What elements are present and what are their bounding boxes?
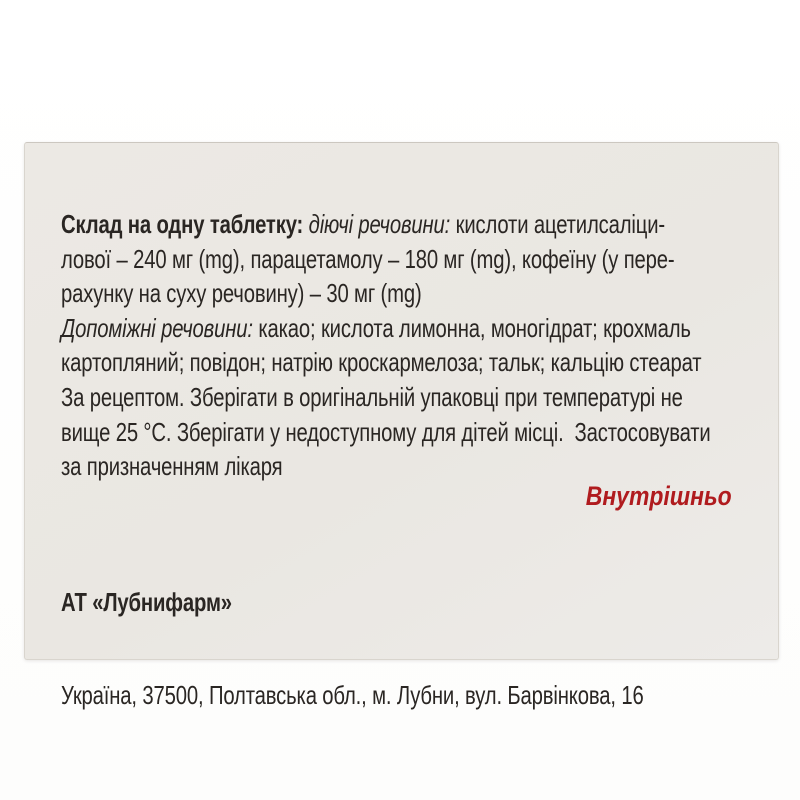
manufacturer-block [61,525,644,773]
label-line-composition-1 [61,207,779,242]
composition-heading: Склад на одну таблетку: [61,209,309,239]
manufacturer-name: АТ «Лубнифарм» [61,587,232,617]
storage-text: вище 25 °С. Зберігати у недоступному для дітей місці. Застосовувати [61,416,711,447]
label-line-excipients-2 [61,345,779,380]
excipients-label: Допоміжні речовини: [61,312,259,343]
label-line-storage-3 [61,449,779,484]
active-substances-label: діючі речовини: [308,209,456,239]
manufacturer-address: Україна, 37500, Полтавська обл., м. Лубни, вул. Барвінкова, 16 [61,680,644,710]
route-of-administration: Внутрішньо [586,481,732,511]
composition-text-block [61,207,779,484]
storage-text: За рецептом. Зберігати в оригінальній упаковці при температурі не [61,381,683,412]
label-line-storage-1 [61,380,779,415]
label-line-storage-2 [61,415,779,450]
label-line-excipients-1 [61,311,779,346]
excipients-text: какао; кислота лимонна, моногідрат; крохмаль [258,312,691,343]
composition-text: рахунку на суху речовину) – 30 мг (mg) [61,278,422,309]
label-line-composition-2 [61,242,779,277]
label-line-composition-3 [61,276,779,311]
excipients-text: картопляний; повідон; натрію кроскармелоза; тальк; кальцію стеарат [61,347,702,378]
composition-text: лової – 240 мг (mg), парацетамолу – 180 мг (mg), кофеїну (у пере- [61,243,675,274]
package-back-panel [24,142,779,710]
storage-text: за призначенням лікаря [61,451,283,482]
composition-text: кислоти ацетилсаліци- [455,209,666,239]
